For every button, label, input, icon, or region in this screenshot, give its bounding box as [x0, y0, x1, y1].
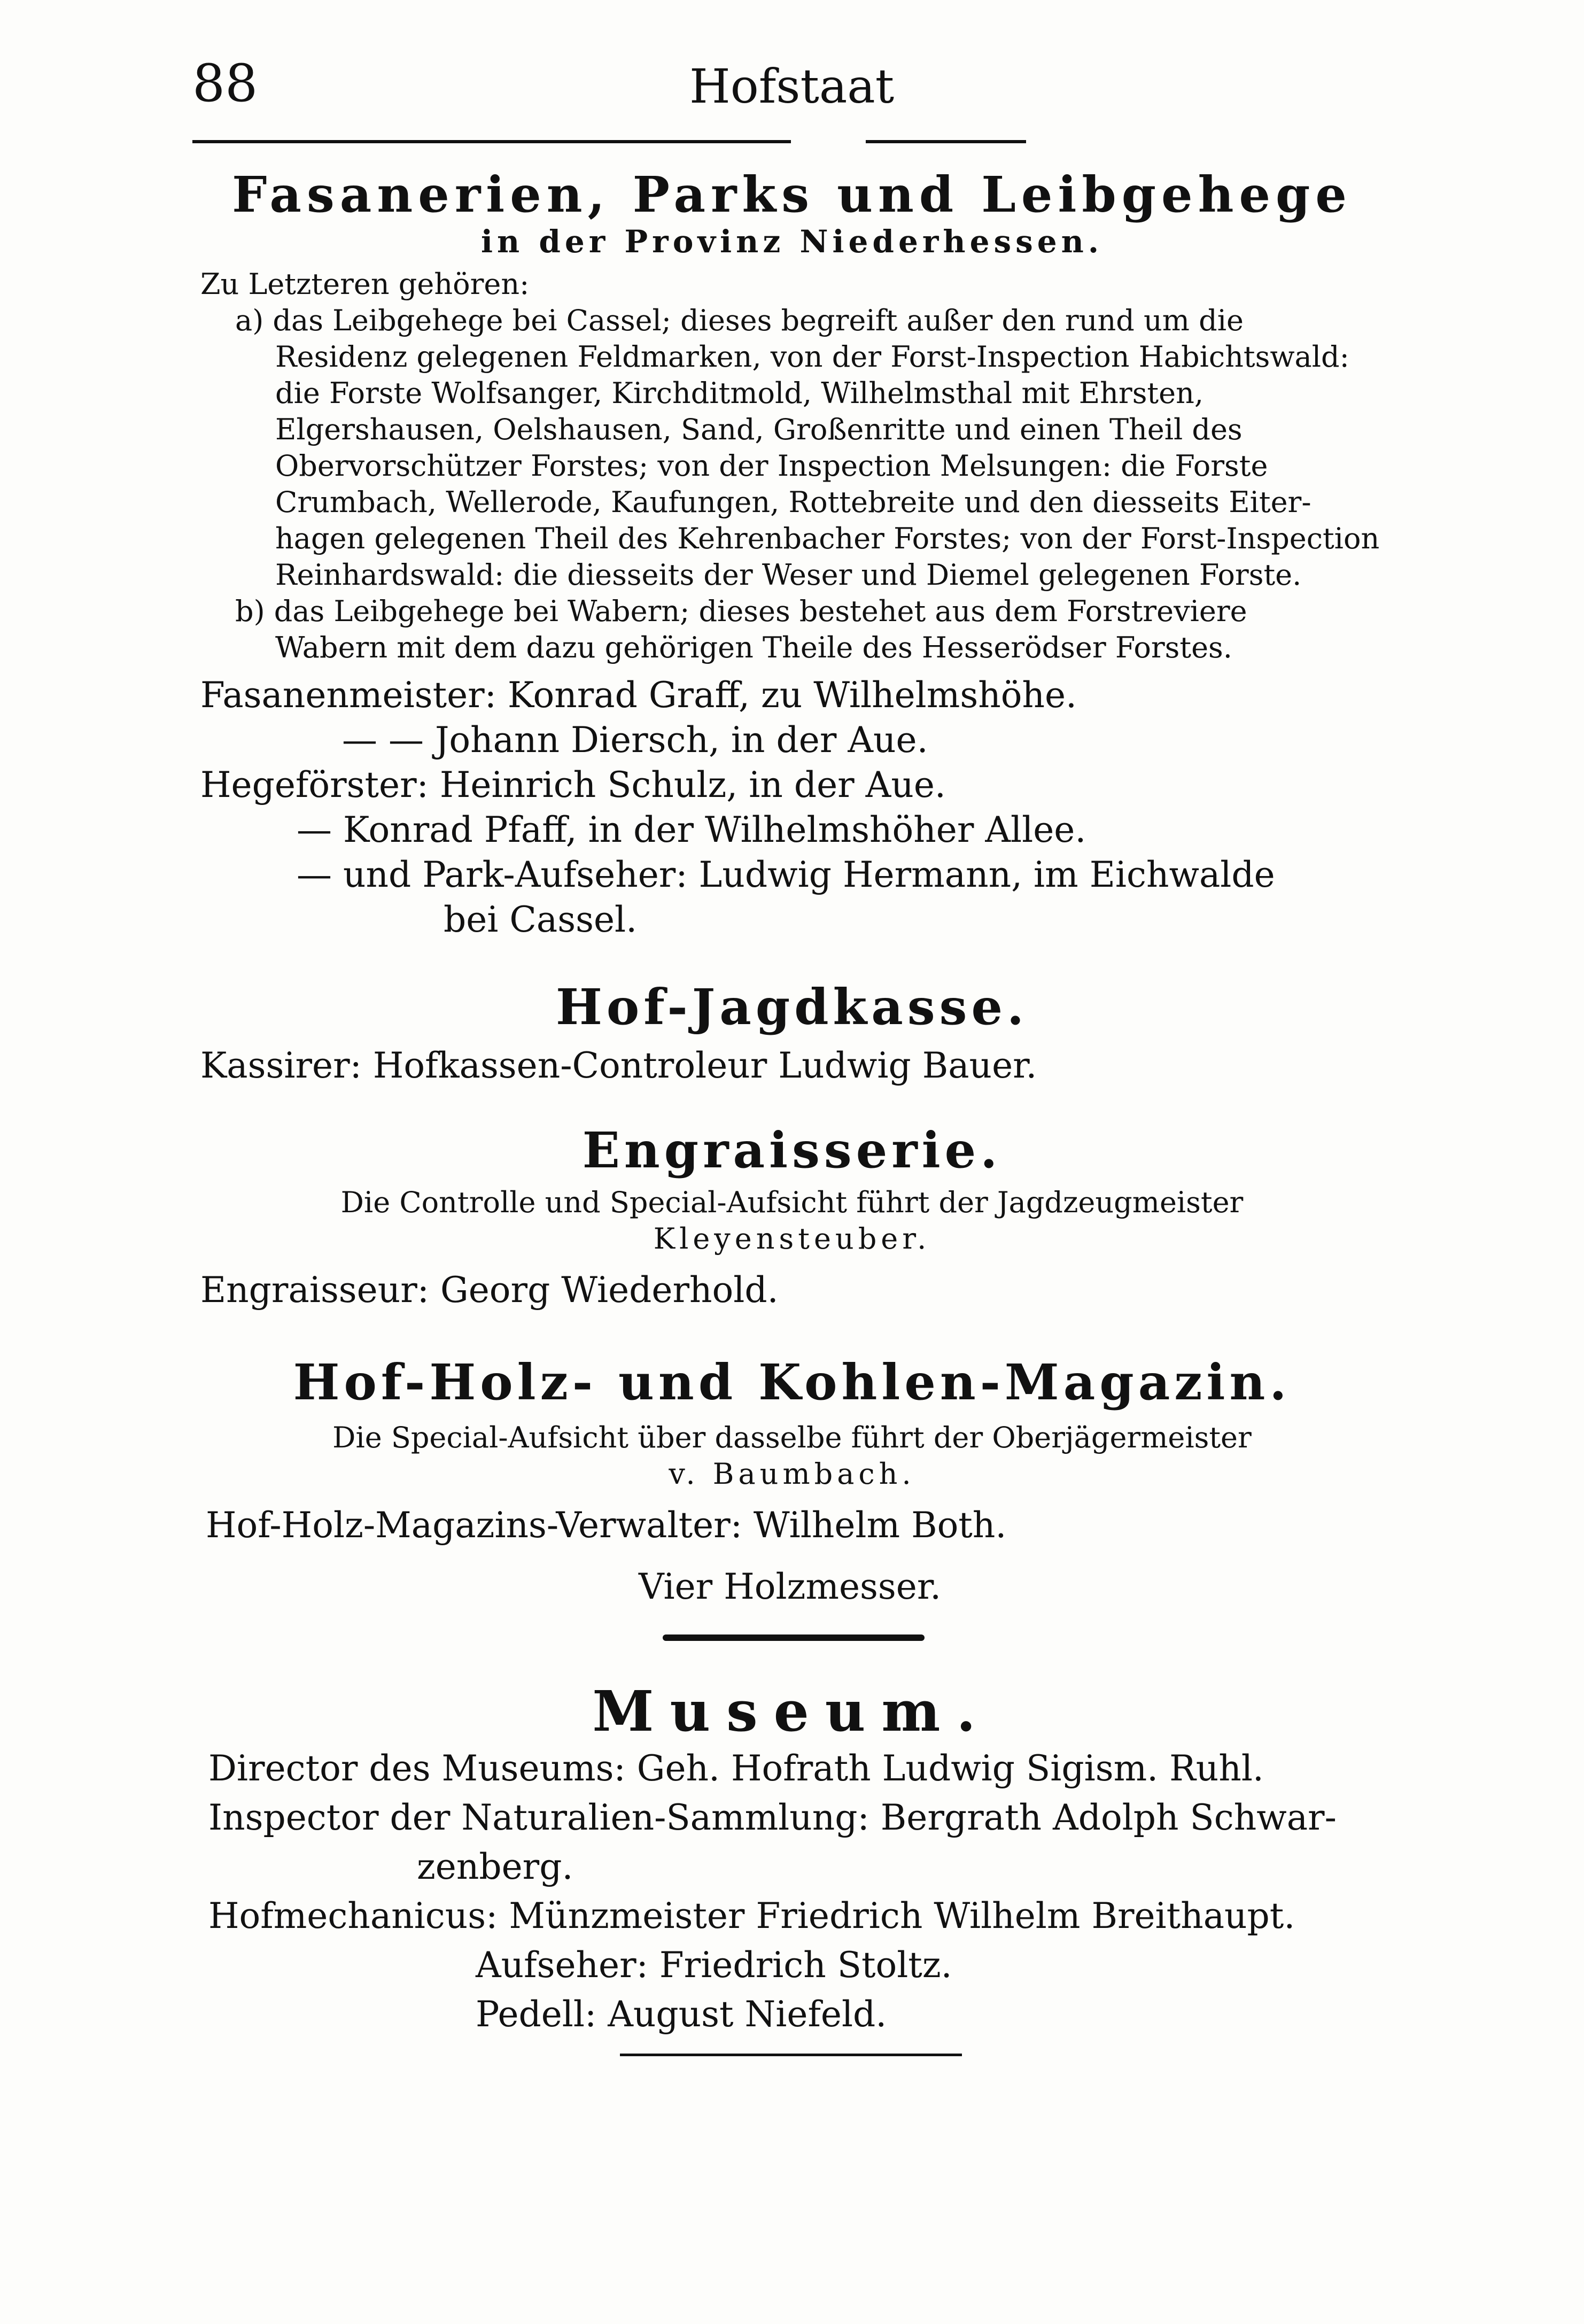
fasanerien-line: Residenz gelegenen Feldmarken, von der Forst-Inspection Habichtswald: — [275, 340, 1349, 374]
closing-rule — [620, 2054, 962, 2056]
entry-director: Director des Museums: Geh. Hofrath Ludwig Sigism. Ruhl. — [208, 1748, 1264, 1789]
entry-parkaufseher-cont: bei Cassel. — [444, 899, 638, 940]
header-rule-left — [192, 140, 791, 143]
fasanerien-line: Elgershausen, Oelshausen, Sand, Großenritte und einen Theil des — [275, 413, 1243, 446]
fasanerien-line: Obervorschützer Forstes; von der Inspection Melsungen: die Forste — [275, 449, 1268, 483]
entry-magazin-verwalter: Hof-Holz-Magazins-Verwalter: Wilhelm Both. — [206, 1505, 1007, 1546]
running-title: Hofstaat — [689, 59, 895, 114]
entry-inspector-cont: zenberg. — [417, 1846, 573, 1887]
entry-engraisseur: Engraisseur: Georg Wiederhold. — [200, 1269, 779, 1311]
fasanerien-line: Reinhardswald: die diesseits der Weser und Diemel gelegenen Forste. — [275, 558, 1302, 592]
entry-kassirer: Kassirer: Hofkassen-Controleur Ludwig Bauer. — [200, 1045, 1037, 1086]
fasanerien-line: a) das Leibgehege bei Cassel; dieses begreift außer den rund um die — [235, 304, 1244, 337]
entry-parkaufseher: — und Park-Aufseher: Ludwig Hermann, im Eichwalde — [297, 854, 1275, 895]
page-number: 88 — [192, 53, 258, 113]
fasanerien-line: b) das Leibgehege bei Wabern; dieses bestehet aus dem Forstreviere — [235, 594, 1247, 628]
entry-hegefoerster: Hegeförster: Heinrich Schulz, in der Aue. — [200, 764, 946, 805]
magazin-note-cont: v. Baumbach. — [669, 1457, 915, 1491]
entry-fasanenmeister: Fasanenmeister: Konrad Graff, zu Wilhelmshöhe. — [200, 675, 1077, 716]
fasanerien-line: die Forste Wolfsanger, Kirchditmold, Wilhelmsthal mit Ehrsten, — [275, 376, 1204, 410]
section-title-jagdkasse: Hof-Jagdkasse. — [555, 978, 1029, 1036]
entry-hofmechanicus: Hofmechanicus: Münzmeister Friedrich Wilhelm Breithaupt. — [208, 1895, 1295, 1936]
header-rule-right — [866, 140, 1026, 143]
engraisserie-note-cont: Kleyensteuber. — [653, 1222, 931, 1256]
fasanerien-line: hagen gelegenen Theil des Kehrenbacher Forstes; von der Forst-Inspection — [275, 522, 1380, 555]
magazin-note: Die Special-Aufsicht über dasselbe führt der Oberjägermeister — [332, 1421, 1252, 1454]
section-title-engraisserie: Engraisserie. — [582, 1121, 1002, 1179]
entry-holzmesser: Vier Holzmesser. — [639, 1566, 942, 1607]
section-title-magazin: Hof-Holz- und Kohlen-Magazin. — [293, 1353, 1291, 1411]
entry-fasanenmeister-2: — — Johann Diersch, in der Aue. — [342, 719, 928, 761]
section-title-fasanerien: Fasanerien, Parks und Leibgehege — [232, 166, 1352, 223]
engraisserie-note: Die Controlle und Special-Aufsicht führt der Jagdzeugmeister — [340, 1186, 1244, 1219]
fasanerien-line: Wabern mit dem dazu gehörigen Theile des Hesserödser Forstes. — [275, 631, 1232, 664]
section-subtitle-fasanerien: in der Provinz Niederhessen. — [480, 223, 1104, 260]
fasanerien-line: Crumbach, Wellerode, Kaufungen, Rottebreite und den diesseits Eiter- — [275, 485, 1311, 519]
section-title-museum: Museum. — [592, 1678, 992, 1744]
entry-pedell: Pedell: August Niefeld. — [476, 1994, 887, 2035]
entry-aufseher: Aufseher: Friedrich Stoltz. — [476, 1945, 952, 1986]
entry-hegefoerster-2: — Konrad Pfaff, in der Wilhelmshöher Allee. — [297, 809, 1086, 850]
section-divider — [663, 1634, 925, 1641]
fasanerien-intro: Zu Letzteren gehören: — [200, 267, 530, 301]
entry-inspector: Inspector der Naturalien-Sammlung: Bergrath Adolph Schwar- — [208, 1797, 1337, 1838]
